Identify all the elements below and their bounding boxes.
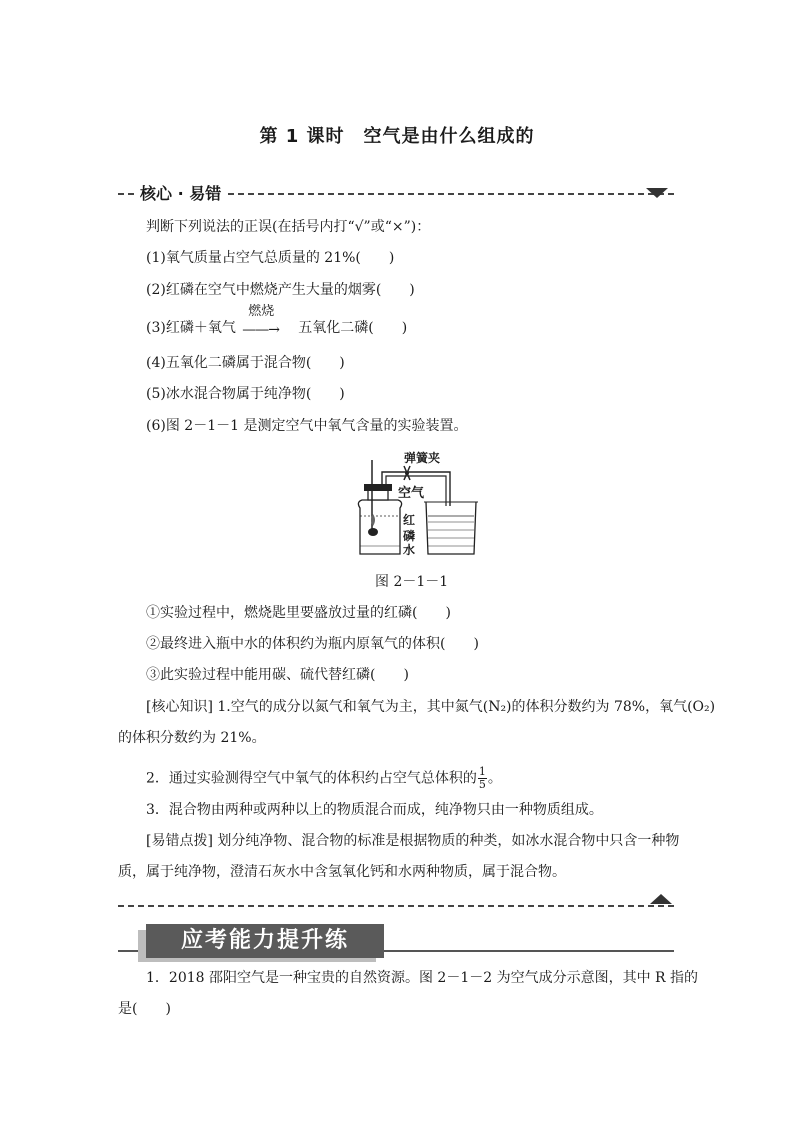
subitem-1: ①实验过程中，燃烧匙里要盛放过量的红磷( ) [146,605,451,621]
tips-line-2: 质，属于纯净物，澄清石灰水中含氢氧化钙和水两种物质，属于混合物。 [118,864,566,880]
fraction-one-fifth [478,766,487,791]
fraction-denominator: 5 [478,778,486,791]
reaction-arrow [240,304,298,338]
question-1-line-2: 是( ) [118,1001,171,1017]
item-2: (2)红磷在空气中燃烧产生大量的烟雾( ) [146,282,415,298]
item-3 [146,304,408,338]
item-4: (4)五氧化二磷属于混合物( ) [146,355,345,371]
fraction-numerator: 1 [478,765,486,778]
subitem-2: ②最终进入瓶中水的体积约为瓶内原氧气的体积( ) [146,636,479,652]
reaction-condition: 燃烧 [248,304,275,319]
instruction-text: 判断下列说法的正误(在括号内打“√”或“×”)： [146,219,431,235]
tips-line-1: [易错点拨] 划分纯净物、混合物的标准是根据物质的种类，如冰水混合物中只含一种物 [146,833,680,849]
item-3-product: 五氧化二磷( ) [298,320,408,336]
label-air: 空气 [398,486,425,501]
label-water: 水 [403,543,416,557]
triangle-up-icon [650,894,672,906]
knowledge-point-3: 3．混合物由两种或两种以上的物质混合而成，纯净物只由一种物质组成。 [146,802,603,818]
section-divider-bottom [118,905,674,907]
item-5: (5)冰水混合物属于纯净物( ) [146,386,345,402]
figure-caption: 图 2－1－1 [375,574,449,590]
item-3-reactants: (3)红磷＋氧气 [146,320,236,336]
label-spring-clamp: 弹簧夹 [404,451,441,465]
question-1-line-1: 1．2018 邵阳空气是一种宝贵的自然资源。图 2－1－2 为空气成分示意图，其中 R 指的 [146,970,699,986]
knowledge-point-2-text: 2．通过实验测得空气中氧气的体积约占空气总体积的 [146,770,477,787]
item-1: (1)氧气质量占空气总质量的 21%( ) [146,250,395,266]
subitem-3: ③此实验过程中能用碳、硫代替红磷( ) [146,667,409,683]
section-heading-core: 核心 · 易错 [136,181,225,204]
page-title: 第 1 课时 空气是由什么组成的 [259,126,535,147]
knowledge-point-2 [146,766,502,791]
knowledge-line-1: [核心知识] 1.空气的成分以氮气和氧气为主，其中氮气(N₂)的体积分数约为 78%，氧气(O₂) [146,699,716,715]
triangle-down-icon [646,188,668,200]
label-phosphorus: 磷 [403,529,416,543]
knowledge-point-2-end: 。 [487,770,502,787]
arrow-icon: ——→ [242,322,280,338]
knowledge-line-2: 的体积分数约为 21%。 [118,730,266,746]
item-6: (6)图 2－1－1 是测定空气中氧气含量的实验装置。 [146,418,468,434]
label-red: 红 [403,513,416,527]
section-banner-practice: 应考能力提升练 [146,924,384,958]
